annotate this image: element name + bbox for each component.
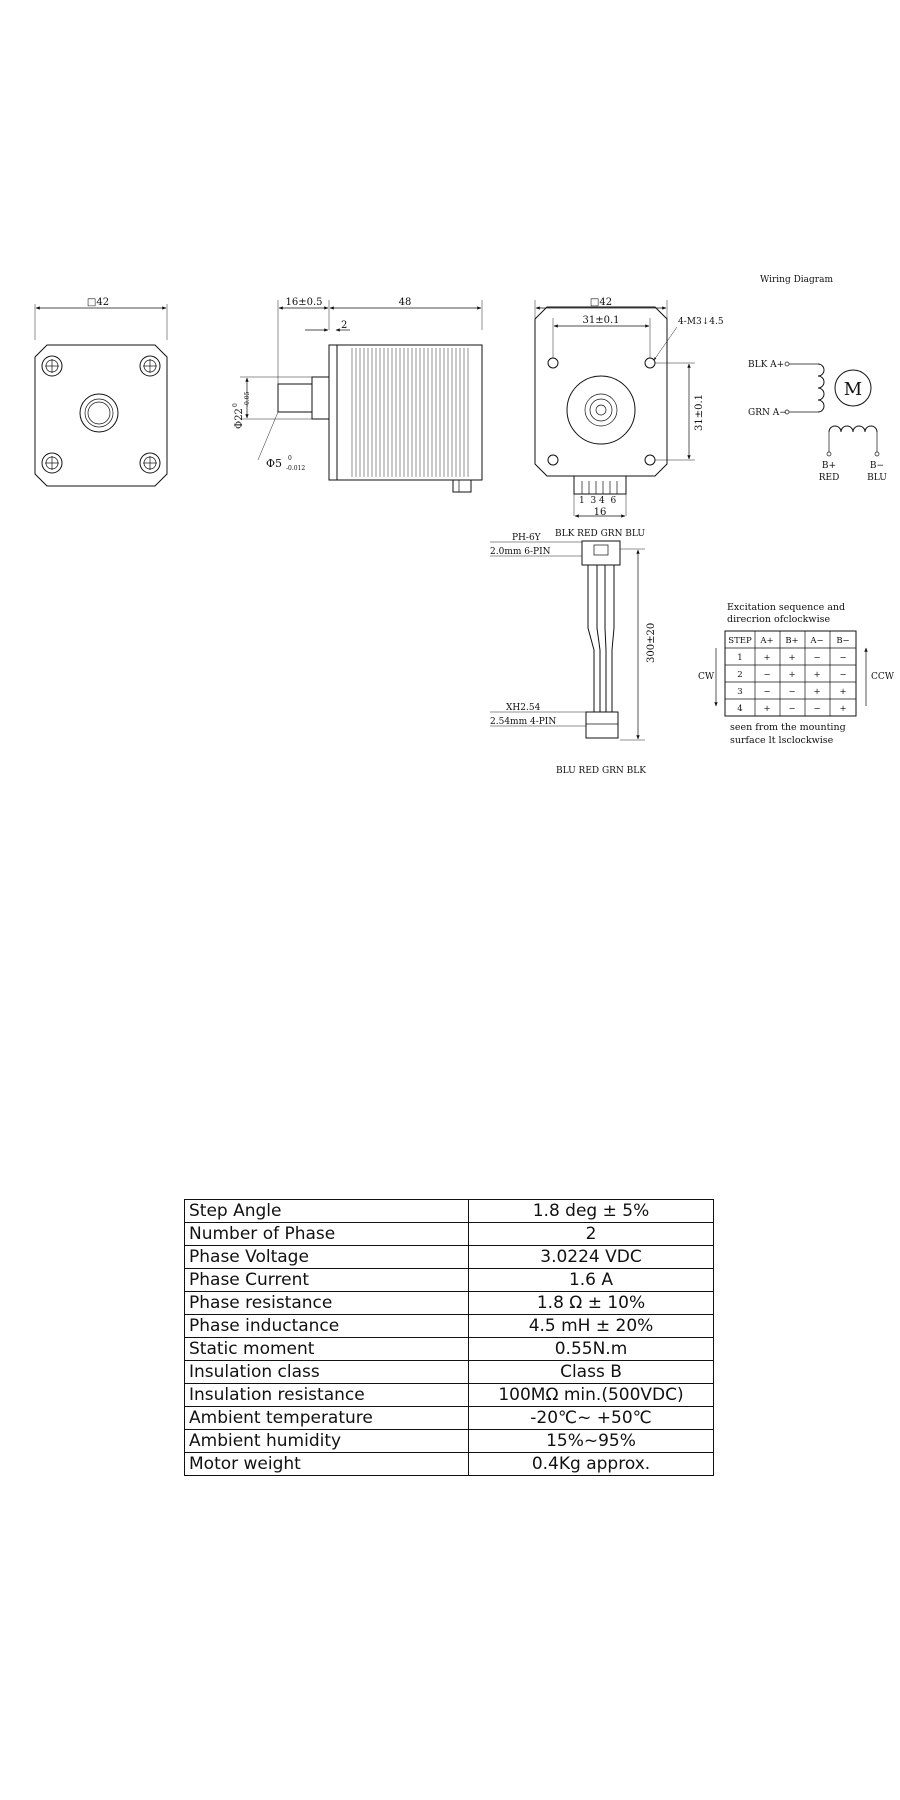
spec-value: 15%~95%: [469, 1430, 714, 1453]
svg-text:1: 1: [737, 653, 743, 663]
wire-colors-bottom: BLU RED GRN BLK: [556, 766, 646, 776]
flange: [329, 345, 337, 480]
screw-spec-label: 4-M3↓4.5: [678, 317, 724, 327]
svg-text:B−: B−: [836, 636, 850, 646]
spec-value: -20℃~ +50℃: [469, 1407, 714, 1430]
svg-text:−: −: [788, 687, 796, 697]
table-row: [185, 1453, 714, 1476]
flange-label: 2: [341, 320, 348, 331]
svg-text:-0.05: -0.05: [244, 391, 251, 407]
hole-spacing-v-label: 31±0.1: [694, 393, 705, 431]
front-view: [35, 297, 167, 486]
boss-length-label: 16±0.5: [285, 297, 323, 308]
grn-label: GRN A−: [748, 408, 787, 418]
spec-value: 2: [469, 1223, 714, 1246]
svg-text:-0.012: -0.012: [286, 465, 306, 472]
rear-view: [490, 297, 724, 776]
rear-width-label: □42: [589, 297, 613, 308]
bottom-connector-spec: 2.54mm 4-PIN: [490, 717, 557, 727]
spec-param: Step Angle: [185, 1200, 469, 1223]
cw-label: CW: [698, 672, 715, 682]
top-connector-model: PH-6Y: [512, 533, 541, 543]
spec-table: [184, 1199, 714, 1476]
table-row: [185, 1223, 714, 1246]
spec-param: Phase Voltage: [185, 1246, 469, 1269]
spec-param: Insulation class: [185, 1361, 469, 1384]
shaft-dia-label: Φ5: [266, 457, 283, 470]
svg-text:B−: B−: [869, 461, 885, 471]
svg-text:0: 0: [232, 403, 239, 407]
svg-text:−: −: [788, 704, 796, 714]
svg-text:2: 2: [737, 670, 743, 680]
side-connector: [453, 480, 471, 492]
svg-text:surface lt lsclockwise: surface lt lsclockwise: [730, 735, 834, 746]
ccw-label: CCW: [871, 672, 895, 682]
hole-spacing-label: 31±0.1: [582, 315, 620, 326]
body-length-label: 48: [398, 297, 412, 308]
spec-value: 0.4Kg approx.: [469, 1453, 714, 1476]
table-row: [185, 1269, 714, 1292]
table-row: [185, 1292, 714, 1315]
boss: [312, 377, 329, 419]
pin-numbers-label: 1 3 4 6: [579, 496, 617, 506]
svg-text:−: −: [813, 704, 821, 714]
svg-text:−: −: [813, 653, 821, 663]
coil-b: [829, 426, 877, 432]
spec-value: 1.8 Ω ± 10%: [469, 1292, 714, 1315]
excitation-note: seen from the mounting: [730, 722, 846, 733]
motor-label: M: [843, 379, 863, 400]
table-row: [185, 1200, 714, 1223]
rear-boss: [567, 376, 635, 444]
svg-text:B+: B+: [785, 636, 799, 646]
spec-value: 1.6 A: [469, 1269, 714, 1292]
excitation-sequence: [698, 602, 895, 746]
spec-value: 4.5 mH ± 20%: [469, 1315, 714, 1338]
svg-text:BLU: BLU: [867, 473, 887, 483]
spec-param: Phase inductance: [185, 1315, 469, 1338]
body-fins: [352, 348, 468, 477]
mounting-hole: [645, 455, 655, 465]
blk-label: BLK A+: [748, 360, 785, 370]
excitation-table: [725, 631, 856, 716]
svg-text:+: +: [813, 687, 821, 697]
spec-value: 0.55N.m: [469, 1338, 714, 1361]
svg-text:STEP: STEP: [728, 636, 752, 646]
svg-text:+: +: [763, 653, 771, 663]
svg-text:−: −: [839, 653, 847, 663]
table-row: [185, 1338, 714, 1361]
top-cable-connector: [582, 541, 620, 565]
table-row: [185, 1315, 714, 1338]
spec-value: 3.0224 VDC: [469, 1246, 714, 1269]
bottom-cable-connector: [586, 712, 618, 738]
spec-param: Phase Current: [185, 1269, 469, 1292]
svg-text:+: +: [839, 704, 847, 714]
svg-text:−: −: [839, 670, 847, 680]
table-row: [185, 1246, 714, 1269]
svg-text:+: +: [788, 670, 796, 680]
svg-text:3: 3: [737, 687, 743, 697]
svg-text:+: +: [813, 670, 821, 680]
svg-text:A−: A−: [810, 636, 824, 646]
boss-dia-label: Φ22: [234, 408, 245, 429]
side-view: [232, 297, 482, 492]
mounting-screw: [140, 356, 160, 376]
top-connector-spec: 2.0mm 6-PIN: [490, 547, 551, 557]
table-row: [185, 1384, 714, 1407]
mounting-hole: [645, 358, 655, 368]
spec-param: Static moment: [185, 1338, 469, 1361]
wire-colors-top: BLK RED GRN BLU: [555, 529, 645, 539]
svg-text:4: 4: [737, 704, 743, 714]
mounting-screw: [42, 453, 62, 473]
table-row: [185, 1430, 714, 1453]
svg-text:+: +: [763, 704, 771, 714]
table-row: [185, 1407, 714, 1430]
spec-value: 100MΩ min.(500VDC): [469, 1384, 714, 1407]
spec-value: 1.8 deg ± 5%: [469, 1200, 714, 1223]
spec-param: Ambient temperature: [185, 1407, 469, 1430]
svg-text:+: +: [839, 687, 847, 697]
spec-param: Number of Phase: [185, 1223, 469, 1246]
shaft: [278, 384, 312, 412]
excitation-title: Excitation sequence and: [727, 602, 846, 613]
table-row: [185, 1361, 714, 1384]
connector-width-label: 16: [593, 507, 607, 518]
front-width-label: □42: [86, 297, 110, 308]
spec-param: Motor weight: [185, 1453, 469, 1476]
wiring-title: Wiring Diagram: [760, 275, 833, 285]
motor-drawing: [0, 0, 900, 800]
svg-text:direcrion ofclockwise: direcrion ofclockwise: [727, 614, 831, 625]
mounting-hole: [548, 358, 558, 368]
coil-a: [818, 364, 824, 412]
spec-value: Class B: [469, 1361, 714, 1384]
svg-text:−: −: [763, 687, 771, 697]
rear-face-outline: [535, 307, 667, 476]
spec-param: Insulation resistance: [185, 1384, 469, 1407]
wiring-diagram: [748, 275, 887, 483]
spec-param: Phase resistance: [185, 1292, 469, 1315]
connector-pins: [582, 481, 617, 494]
svg-text:+: +: [788, 653, 796, 663]
mounting-screw: [42, 356, 62, 376]
svg-text:−: −: [763, 670, 771, 680]
svg-text:RED: RED: [818, 473, 840, 483]
spec-param: Ambient humidity: [185, 1430, 469, 1453]
svg-text:A+: A+: [760, 636, 774, 646]
cable-wires: [588, 565, 614, 712]
mounting-hole: [548, 455, 558, 465]
svg-text:B+: B+: [821, 461, 837, 471]
cable-length-label: 300±20: [646, 622, 657, 663]
shaft-boss: [80, 394, 118, 432]
mounting-screw: [140, 453, 160, 473]
bottom-connector-model: XH2.54: [506, 703, 541, 713]
svg-text:0: 0: [288, 455, 292, 462]
